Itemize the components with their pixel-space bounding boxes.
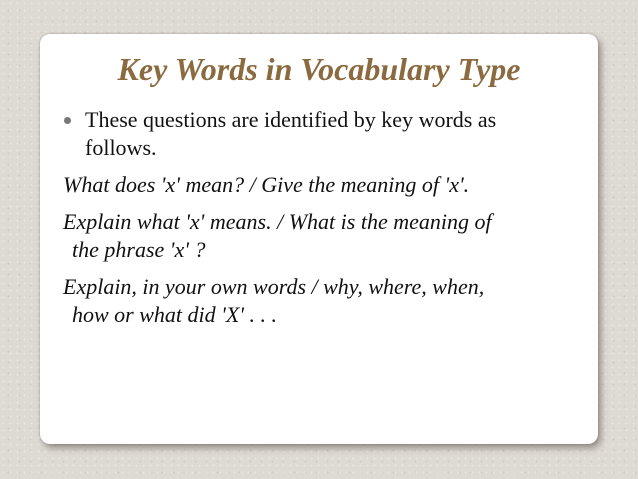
slide-title: Key Words in Vocabulary Type	[117, 51, 521, 87]
slide-content	[63, 106, 583, 338]
bullet-dot-icon	[64, 117, 71, 124]
key-phrase-text-line-1: Explain, in your own words / why, where, when,	[63, 274, 485, 299]
bullet-item	[63, 106, 583, 162]
key-phrase-text-line-1: Explain what 'x' means. / What is the meaning of	[63, 209, 492, 234]
key-phrase-text-line-1: What does 'x' mean? / Give the meaning of 'x'.	[63, 172, 470, 197]
key-phrase-line	[63, 171, 583, 199]
key-phrase-line	[63, 273, 583, 329]
bullet-text-line-2: follows.	[85, 135, 157, 160]
bullet-text-line-1: These questions are identified by key words as	[85, 107, 497, 132]
key-phrase-text-line-2: the phrase 'x' ?	[72, 237, 206, 262]
key-phrase-line	[63, 208, 583, 264]
key-phrase-text-line-2: how or what did 'X' . . .	[72, 302, 277, 327]
